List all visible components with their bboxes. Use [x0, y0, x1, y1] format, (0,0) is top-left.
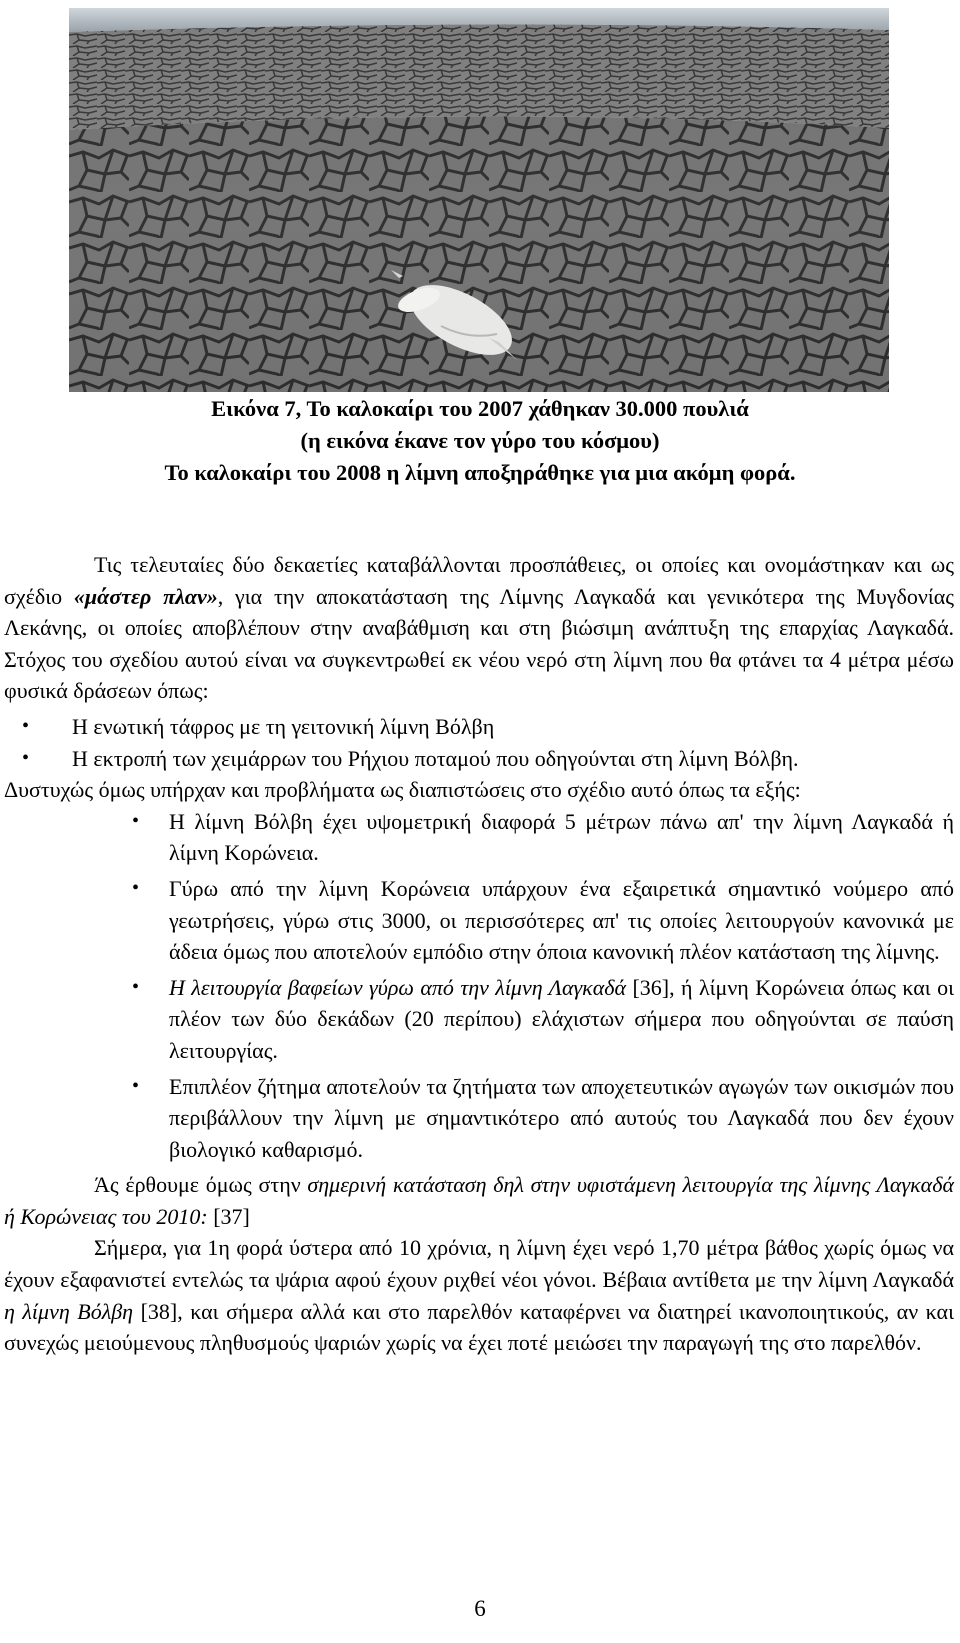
caption-line-2: (η εικόνα έκανε τον γύρο του κόσμου) [300, 428, 660, 453]
paragraph-today [4, 1232, 954, 1358]
list-item: • Επιπλέον ζήτημα αποτελούν τα ζητήματα των αποχετευτικών αγωγών των οικισμών που περιβάλλουν την λίμνη με σημαντικότερο από αυτούς του Λαγκαδά που δεν έχουν βιολογικό καθαρισμό. [169, 1071, 954, 1166]
paragraph-problems: Δυστυχώς όμως υπήρχαν και προβλήματα ως διαπιστώσεις στο σχέδιο αυτό όπως τα εξής: [4, 777, 801, 803]
paragraph-text: Τις τελευταίες δύο δεκαετίες καταβάλλονται προσπάθειες, οι οποίες και ονομάστηκαν και ως σχέδιο [4, 552, 954, 609]
list-item: • Η ενωτική τάφρος με τη γειτονική λίμνη Βόλβη [72, 711, 954, 743]
caption-line-3: Το καλοκαίρι του 2008 η λίμνη αποξηράθηκε για μια ακόμη φορά. [164, 460, 796, 485]
paragraph-text: Άς έρθουμε όμως στην [94, 1172, 308, 1198]
italic-text: Η λειτουργία βαφείων γύρω από την λίμνη Λαγκαδά [169, 974, 627, 1000]
paragraph-master-plan [4, 549, 954, 707]
list-item-text: [36], ή λίμνη Κορώνεια όπως και οι πλέον των δύο δεκάδων (20 περίπου) ελάχιστων σήμερα που οδηγούνται σε παύση λειτουργίας. [169, 974, 954, 1063]
list-item: • Η λίμνη Βόλβη έχει υψομετρική διαφορά 5 μέτρων πάνω απ' την λίμνη Λαγκαδά ή λίμνη Κορώνεια. [169, 806, 954, 869]
paragraph-text: [38], και σήμερα αλλά και στο παρελθόν καταφέρνει να διατηρεί ικανοποιητικούς, αν και συνεχώς μειούμενους πληθυσμούς ψαριών χωρίς να έχει ποτέ μειώσει την παραγωγή της στο παρελθόν. [4, 1298, 954, 1356]
paragraph-current-state [4, 1169, 954, 1232]
caption-line-1: Εικόνα 7, Το καλοκαίρι του 2007 χάθηκαν 30.000 πουλιά [211, 396, 749, 421]
figure-caption [0, 393, 960, 489]
list-item: • Η εκτροπή των χειμάρρων του Ρήχιου ποταμού που οδηγούνται στη λίμνη Βόλβη. [72, 743, 954, 775]
master-plan-term: «μάστερ πλαν» [73, 583, 218, 609]
page-number: 6 [474, 1596, 486, 1621]
paragraph-text: , για την αποκατάσταση της Λίμνης Λαγκαδά και γενικότερα της Μυγδονίας Λεκάνης, οι οποίες αποβλέπουν στην αναβάθμιση και στη βιώσιμη ανάπτυξη της επαρχίας Λαγκαδά. Στόχος του σχεδίου αυτού είναι να συγκεντρωθεί εκ νέου νερό στη λίμνη που θα φτάνει τα 4 μέτρα μέσω φυσικά δράσεων όπως: [4, 583, 954, 704]
reference-text: [37] [207, 1203, 250, 1229]
actions-list [4, 711, 954, 774]
italic-text: σημερινή κατάσταση δηλ στην υφιστάμενη λειτουργία της λίμνης Λαγκαδά ή Κορώνειας του 2010: [4, 1172, 954, 1229]
paragraph-text: Σήμερα, για 1η φορά ύστερα από 10 χρόνια, η λίμνη έχει νερό 1,70 μέτρα βάθος χωρίς όμως να έχουν εξαφανιστεί εντελώς τα ψάρια αφού έχουν ριχθεί νέοι γόνοι. Βέβαια αντίθετα με την λίμνη Λαγκαδά [4, 1235, 954, 1293]
document-body [4, 549, 954, 1359]
italic-text: η λίμνη Βόλβη [4, 1298, 134, 1324]
lake-photo [69, 8, 889, 392]
problems-list [4, 806, 954, 1166]
list-item: • Γύρω από την λίμνη Κορώνεια υπάρχουν ένα εξαιρετικά σημαντικό νούμερο από γεωτρήσεις, γύρω στις 3000, οι περισσότερες απ' τις οποίες λειτουργούν κανονικά με άδεια όμως που αποτελούν εμπόδιο στην όποια κανονική πλέον κατάσταση της λίμνης. [169, 873, 954, 968]
list-item [169, 972, 954, 1067]
